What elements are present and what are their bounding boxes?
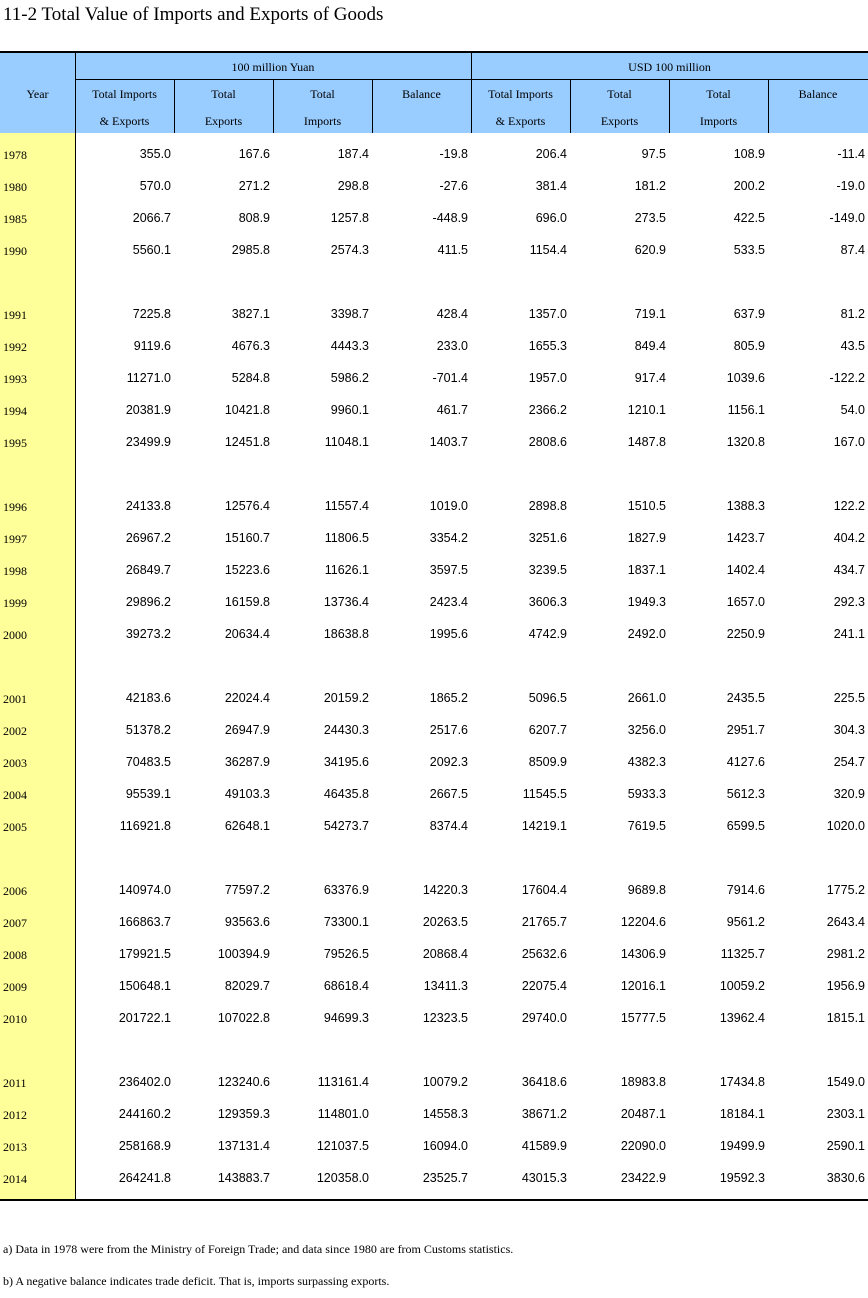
value-cell: 11806.5 [324, 531, 369, 545]
value-cell: 167.0 [833, 435, 865, 449]
value-cell: 43015.3 [521, 1171, 567, 1185]
column-header: Total Imports [92, 87, 157, 101]
year-column-border [75, 133, 76, 1200]
value-cell: 9960.1 [330, 403, 369, 417]
year-cell: 2010 [3, 1012, 27, 1026]
value-cell: 16159.8 [224, 595, 270, 609]
value-cell: 17434.8 [719, 1075, 765, 1089]
value-cell: 3251.6 [528, 531, 567, 545]
value-cell: 9689.8 [627, 883, 666, 897]
value-cell: 264241.8 [118, 1171, 171, 1185]
value-cell: 6207.7 [528, 723, 567, 737]
value-cell: 20159.2 [323, 691, 369, 705]
value-cell: 29896.2 [125, 595, 171, 609]
value-cell: 461.7 [436, 403, 468, 417]
value-cell: 167.6 [238, 147, 270, 161]
value-cell: 206.4 [535, 147, 567, 161]
value-cell: 2435.5 [726, 691, 765, 705]
value-cell: 3606.3 [528, 595, 567, 609]
value-cell: 25632.6 [521, 947, 567, 961]
value-cell: 14558.3 [422, 1107, 468, 1121]
value-cell: 49103.3 [224, 787, 270, 801]
year-cell: 2008 [3, 948, 27, 962]
value-cell: 1156.1 [727, 403, 765, 417]
value-cell: 11271.0 [126, 371, 171, 385]
header-divider [372, 79, 373, 133]
value-cell: 10421.8 [224, 403, 270, 417]
value-cell: 719.1 [634, 307, 666, 321]
value-cell: 22075.4 [521, 979, 567, 993]
value-cell: 2667.5 [429, 787, 468, 801]
value-cell: 2590.1 [826, 1139, 865, 1153]
value-cell: 5933.3 [627, 787, 666, 801]
value-cell: 179921.5 [118, 947, 171, 961]
value-cell: 15777.5 [620, 1011, 666, 1025]
value-cell: -122.2 [829, 371, 865, 385]
header-divider [768, 79, 769, 133]
value-cell: 21765.7 [521, 915, 567, 929]
value-cell: 4676.3 [231, 339, 270, 353]
column-header: Total [211, 87, 236, 101]
value-cell: 62648.1 [224, 819, 270, 833]
value-cell: 1019.0 [429, 499, 468, 513]
value-cell: 54273.7 [323, 819, 369, 833]
value-cell: 120358.0 [316, 1171, 369, 1185]
value-cell: 11557.4 [324, 499, 369, 513]
value-cell: 13736.4 [323, 595, 369, 609]
footnote-b: b) A negative balance indicates trade deficit. That is, imports surpassing exports. [3, 1274, 390, 1288]
column-header: Total [607, 87, 632, 101]
value-cell: 41589.9 [521, 1139, 567, 1153]
value-cell: 23499.9 [125, 435, 171, 449]
value-cell: 8509.9 [528, 755, 567, 769]
value-cell: 2985.8 [231, 243, 270, 257]
value-cell: 143883.7 [217, 1171, 270, 1185]
value-cell: 1039.6 [726, 371, 765, 385]
value-cell: 233.0 [436, 339, 468, 353]
value-cell: 24133.8 [125, 499, 171, 513]
value-cell: 12576.4 [224, 499, 270, 513]
header-divider [669, 79, 670, 133]
value-cell: 150648.1 [118, 979, 171, 993]
value-cell: 422.5 [733, 211, 765, 225]
value-cell: 46435.8 [323, 787, 369, 801]
value-cell: 225.5 [833, 691, 865, 705]
value-cell: 5612.3 [726, 787, 765, 801]
value-cell: -11.4 [837, 147, 865, 161]
value-cell: 14219.1 [521, 819, 567, 833]
value-cell: 181.2 [634, 179, 666, 193]
value-cell: 1403.7 [429, 435, 468, 449]
value-cell: 271.2 [238, 179, 270, 193]
value-cell: 1154.4 [529, 243, 567, 257]
value-cell: 637.9 [733, 307, 765, 321]
year-cell: 1999 [3, 596, 27, 610]
column-header: & Exports [99, 114, 150, 128]
header-divider [75, 79, 868, 80]
value-cell: 2661.0 [627, 691, 666, 705]
column-header: Imports [303, 114, 342, 128]
year-cell: 2001 [3, 692, 27, 706]
value-cell: 1257.8 [330, 211, 369, 225]
value-cell: 620.9 [634, 243, 666, 257]
column-header: Imports [699, 114, 738, 128]
value-cell: 19499.9 [719, 1139, 765, 1153]
value-cell: 258168.9 [118, 1139, 171, 1153]
value-cell: 20634.4 [224, 627, 270, 641]
value-cell: 10059.2 [719, 979, 765, 993]
value-cell: 1320.8 [726, 435, 765, 449]
value-cell: 87.4 [840, 243, 865, 257]
value-cell: 2574.3 [330, 243, 369, 257]
value-cell: 381.4 [535, 179, 567, 193]
column-header: Balance [402, 87, 441, 101]
value-cell: 29740.0 [521, 1011, 567, 1025]
value-cell: 23422.9 [620, 1171, 666, 1185]
footnote-a: a) Data in 1978 were from the Ministry of Foreign Trade; and data since 1980 are from Customs statistics. [3, 1242, 514, 1256]
value-cell: 254.7 [833, 755, 865, 769]
value-cell: 849.4 [634, 339, 666, 353]
value-cell: 1510.5 [627, 499, 666, 513]
value-cell: 122.2 [833, 499, 865, 513]
year-cell: 1994 [3, 404, 27, 418]
value-cell: 304.3 [833, 723, 865, 737]
value-cell: 5096.5 [528, 691, 567, 705]
value-cell: 107022.8 [217, 1011, 270, 1025]
value-cell: 18184.1 [719, 1107, 765, 1121]
value-cell: 1949.3 [627, 595, 666, 609]
year-cell: 1985 [3, 212, 27, 226]
value-cell: -19.0 [836, 179, 865, 193]
value-cell: 1815.1 [826, 1011, 865, 1025]
value-cell: 11626.1 [324, 563, 369, 577]
value-cell: 16094.0 [422, 1139, 468, 1153]
value-cell: 6599.5 [726, 819, 765, 833]
value-cell: 292.3 [833, 595, 865, 609]
value-cell: -19.8 [439, 147, 468, 161]
value-cell: 36418.6 [521, 1075, 567, 1089]
value-cell: 100394.9 [217, 947, 270, 961]
year-cell: 1998 [3, 564, 27, 578]
value-cell: 1402.4 [726, 563, 765, 577]
value-cell: 4443.3 [330, 339, 369, 353]
value-cell: 13411.3 [423, 979, 468, 993]
value-cell: 15223.6 [224, 563, 270, 577]
value-cell: 54.0 [840, 403, 865, 417]
value-cell: 533.5 [733, 243, 765, 257]
value-cell: 808.9 [238, 211, 270, 225]
value-cell: 20868.4 [422, 947, 468, 961]
value-cell: 2423.4 [429, 595, 468, 609]
value-cell: 13962.4 [719, 1011, 765, 1025]
value-cell: 129359.3 [217, 1107, 270, 1121]
column-header: Exports [600, 114, 639, 128]
value-cell: 94699.3 [323, 1011, 369, 1025]
value-cell: 22024.4 [224, 691, 270, 705]
header-divider [471, 51, 472, 133]
value-cell: 2643.4 [826, 915, 865, 929]
value-cell: 137131.4 [217, 1139, 270, 1153]
value-cell: 187.4 [337, 147, 369, 161]
value-cell: 116921.8 [119, 819, 171, 833]
value-cell: 917.4 [634, 371, 666, 385]
value-cell: 18638.8 [323, 627, 369, 641]
year-cell: 1991 [3, 308, 27, 322]
value-cell: 696.0 [535, 211, 567, 225]
value-cell: 5986.2 [330, 371, 369, 385]
value-cell: 108.9 [733, 147, 765, 161]
header-divider [75, 51, 76, 133]
value-cell: 20263.5 [422, 915, 468, 929]
column-header: & Exports [495, 114, 546, 128]
value-cell: 166863.7 [118, 915, 171, 929]
value-cell: 93563.6 [224, 915, 270, 929]
value-cell: 3827.1 [231, 307, 270, 321]
value-cell: 63376.9 [323, 883, 369, 897]
value-cell: 5284.8 [231, 371, 270, 385]
year-cell: 1992 [3, 340, 27, 354]
value-cell: 26849.7 [125, 563, 171, 577]
value-cell: 1775.2 [826, 883, 865, 897]
value-cell: 12204.6 [620, 915, 666, 929]
value-cell: 14306.9 [620, 947, 666, 961]
value-cell: 201722.1 [118, 1011, 171, 1025]
value-cell: 22090.0 [620, 1139, 666, 1153]
value-cell: 79526.5 [323, 947, 369, 961]
value-cell: 2981.2 [826, 947, 865, 961]
value-cell: 15160.7 [224, 531, 270, 545]
header-divider [273, 79, 274, 133]
year-cell: 1990 [3, 244, 27, 258]
value-cell: 4382.3 [627, 755, 666, 769]
value-cell: 68618.4 [323, 979, 369, 993]
value-cell: -448.9 [432, 211, 468, 225]
value-cell: 1020.0 [826, 819, 865, 833]
year-cell: 2005 [3, 820, 27, 834]
value-cell: 36287.9 [224, 755, 270, 769]
value-cell: 1423.7 [726, 531, 765, 545]
value-cell: 1837.1 [627, 563, 666, 577]
value-cell: 200.2 [733, 179, 765, 193]
value-cell: 1357.0 [528, 307, 567, 321]
year-cell: 1997 [3, 532, 27, 546]
value-cell: 26967.2 [125, 531, 171, 545]
value-cell: -149.0 [829, 211, 865, 225]
value-cell: 1210.1 [627, 403, 666, 417]
value-cell: 805.9 [733, 339, 765, 353]
value-cell: 113161.4 [317, 1075, 369, 1089]
value-cell: 123240.6 [217, 1075, 270, 1089]
value-cell: 12323.5 [422, 1011, 468, 1025]
value-cell: 23525.7 [422, 1171, 468, 1185]
value-cell: -701.4 [432, 371, 468, 385]
value-cell: 3398.7 [330, 307, 369, 321]
year-cell: 1978 [3, 148, 27, 162]
value-cell: 34195.6 [323, 755, 369, 769]
value-cell: 244160.2 [118, 1107, 171, 1121]
column-header: Balance [798, 87, 838, 101]
year-cell: 2000 [3, 628, 27, 642]
year-cell: 2011 [3, 1076, 27, 1090]
value-cell: 9119.6 [133, 339, 171, 353]
column-header: Exports [204, 114, 243, 128]
value-cell: 1487.8 [627, 435, 666, 449]
value-cell: 1657.0 [726, 595, 765, 609]
page-title: 11-2 Total Value of Imports and Exports of Goods [3, 4, 384, 25]
value-cell: 24430.3 [323, 723, 369, 737]
value-cell: 5560.1 [132, 243, 171, 257]
value-cell: 12016.1 [620, 979, 666, 993]
value-cell: 4742.9 [528, 627, 567, 641]
year-cell: 1993 [3, 372, 27, 386]
value-cell: 2492.0 [627, 627, 666, 641]
value-cell: 3830.6 [826, 1171, 865, 1185]
year-cell: 2004 [3, 788, 27, 802]
value-cell: 4127.6 [726, 755, 765, 769]
value-cell: 11325.7 [720, 947, 765, 961]
value-cell: 1655.3 [528, 339, 567, 353]
value-cell: 1827.9 [627, 531, 666, 545]
value-cell: 95539.1 [125, 787, 171, 801]
value-cell: 3354.2 [429, 531, 468, 545]
value-cell: 241.1 [833, 627, 865, 641]
year-cell: 2009 [3, 980, 27, 994]
year-cell: 1995 [3, 436, 27, 450]
value-cell: 1865.2 [429, 691, 468, 705]
value-cell: 17604.4 [521, 883, 567, 897]
value-cell: 298.8 [337, 179, 369, 193]
value-cell: 18983.8 [620, 1075, 666, 1089]
column-header: Total Imports [488, 87, 553, 101]
value-cell: 2808.6 [528, 435, 567, 449]
value-cell: 12451.8 [224, 435, 270, 449]
value-cell: 82029.7 [224, 979, 270, 993]
value-cell: 273.5 [634, 211, 666, 225]
value-cell: 38671.2 [521, 1107, 567, 1121]
value-cell: 10079.2 [422, 1075, 468, 1089]
value-cell: 11048.1 [324, 435, 369, 449]
value-cell: 73300.1 [323, 915, 369, 929]
value-cell: 121037.5 [316, 1139, 369, 1153]
value-cell: 51378.2 [125, 723, 171, 737]
value-cell: 434.7 [833, 563, 865, 577]
value-cell: 97.5 [641, 147, 666, 161]
value-cell: 2951.7 [726, 723, 765, 737]
value-cell: -27.6 [439, 179, 468, 193]
table-bottom-border [0, 1199, 868, 1201]
value-cell: 70483.5 [125, 755, 171, 769]
value-cell: 20381.9 [125, 403, 171, 417]
value-cell: 2517.6 [429, 723, 468, 737]
value-cell: 411.5 [437, 243, 468, 257]
year-cell: 2006 [3, 884, 27, 898]
year-cell: 1980 [3, 180, 27, 194]
value-cell: 3239.5 [528, 563, 567, 577]
year-cell: 1996 [3, 500, 27, 514]
value-cell: 42183.6 [125, 691, 171, 705]
value-cell: 2092.3 [429, 755, 468, 769]
value-cell: 1388.3 [726, 499, 765, 513]
value-cell: 1956.9 [826, 979, 865, 993]
value-cell: 20487.1 [620, 1107, 666, 1121]
year-cell: 2012 [3, 1108, 27, 1122]
value-cell: 1995.6 [429, 627, 468, 641]
value-cell: 7619.5 [627, 819, 666, 833]
value-cell: 2303.1 [826, 1107, 865, 1121]
value-cell: 9561.2 [726, 915, 765, 929]
value-cell: 3256.0 [627, 723, 666, 737]
value-cell: 19592.3 [719, 1171, 765, 1185]
header-divider [570, 79, 571, 133]
year-cell: 2003 [3, 756, 27, 770]
value-cell: 355.0 [139, 147, 171, 161]
value-cell: 7914.6 [726, 883, 765, 897]
value-cell: 11545.5 [522, 787, 567, 801]
header-divider [174, 79, 175, 133]
value-cell: 43.5 [840, 339, 865, 353]
year-cell: 2007 [3, 916, 27, 930]
value-cell: 2250.9 [726, 627, 765, 641]
value-cell: 2066.7 [132, 211, 171, 225]
column-header: Total [310, 87, 335, 101]
usd-group-header: USD 100 million [628, 60, 711, 74]
value-cell: 3597.5 [429, 563, 468, 577]
year-cell: 2013 [3, 1140, 27, 1154]
value-cell: 2366.2 [528, 403, 567, 417]
value-cell: 7225.8 [132, 307, 171, 321]
value-cell: 39273.2 [125, 627, 171, 641]
value-cell: 428.4 [436, 307, 468, 321]
column-header: Total [706, 87, 731, 101]
value-cell: 2898.8 [528, 499, 567, 513]
value-cell: 320.9 [833, 787, 865, 801]
value-cell: 81.2 [840, 307, 865, 321]
year-header: Year [26, 87, 49, 101]
value-cell: 236402.0 [118, 1075, 171, 1089]
year-cell: 2002 [3, 724, 27, 738]
value-cell: 114801.0 [317, 1107, 369, 1121]
value-cell: 77597.2 [224, 883, 270, 897]
value-cell: 1549.0 [826, 1075, 865, 1089]
value-cell: 140974.0 [118, 883, 171, 897]
value-cell: 8374.4 [429, 819, 468, 833]
value-cell: 26947.9 [224, 723, 270, 737]
year-cell: 2014 [3, 1172, 27, 1186]
value-cell: 1957.0 [528, 371, 567, 385]
yuan-group-header: 100 million Yuan [231, 60, 315, 74]
value-cell: 404.2 [833, 531, 865, 545]
year-column [0, 133, 75, 1200]
value-cell: 14220.3 [422, 883, 468, 897]
value-cell: 570.0 [139, 179, 171, 193]
